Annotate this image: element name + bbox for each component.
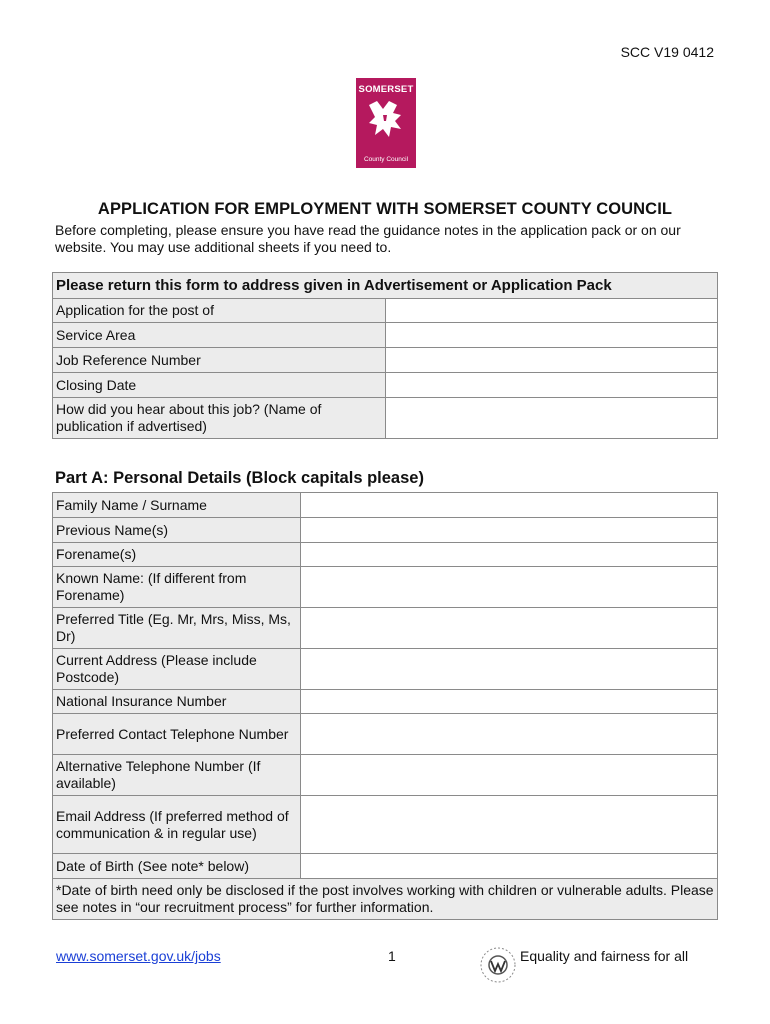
contact-phone-field[interactable] [301,714,718,755]
family-name-field[interactable] [301,493,718,518]
logo-top-text: SOMERSET [358,84,414,95]
field-label-closing-date: Closing Date [53,373,386,398]
current-address-field[interactable] [301,649,718,690]
ni-number-field[interactable] [301,690,718,714]
form-reference-code: SCC V19 0412 [620,44,714,60]
part-a-title: Part A: Personal Details (Block capitals please) [55,469,424,487]
field-label-alt-phone: Alternative Telephone Number (If available) [53,755,301,796]
equality-badge-icon [477,945,519,985]
footer-tagline: Equality and fairness for all [520,948,689,964]
job-reference-field[interactable] [385,348,718,373]
date-of-birth-field[interactable] [301,854,718,879]
field-label-service-area: Service Area [53,323,386,348]
field-label-family-name: Family Name / Surname [53,493,301,518]
return-details-table [52,272,718,439]
field-label-previous-names: Previous Name(s) [53,518,301,543]
intro-text: Before completing, please ensure you have read the guidance notes in the application pack or on our website. You may use additional sheets if you need to. [55,222,681,255]
post-applied-field[interactable] [385,299,718,323]
alt-phone-field[interactable] [301,755,718,796]
field-label-preferred-title: Preferred Title (Eg. Mr, Mrs, Miss, Ms, Dr) [53,608,301,649]
logo-bottom-text: County Council [363,156,409,163]
previous-names-field[interactable] [301,518,718,543]
preferred-title-field[interactable] [301,608,718,649]
field-label-post: Application for the post of [53,299,386,323]
field-label-forenames: Forename(s) [53,543,301,567]
email-field[interactable] [301,796,718,854]
service-area-field[interactable] [385,323,718,348]
field-label-known-name: Known Name: (If different from Forename) [53,567,301,608]
field-label-ni-number: National Insurance Number [53,690,301,714]
field-label-current-address: Current Address (Please include Postcode) [53,649,301,690]
somerset-county-council-logo [356,78,416,168]
page-title: APPLICATION FOR EMPLOYMENT WITH SOMERSET COUNTY COUNCIL [97,200,673,218]
wyvern-icon [363,95,409,145]
how-heard-field[interactable] [385,398,718,439]
date-of-birth-note: *Date of birth need only be disclosed if the post involves working with children or vulnerable adults. Please see notes in “our recruitment process” for further information. [53,879,718,920]
known-name-field[interactable] [301,567,718,608]
closing-date-field[interactable] [385,373,718,398]
jobs-website-link[interactable]: www.somerset.gov.uk/jobs [56,948,221,964]
field-label-how-heard: How did you hear about this job? (Name of publication if advertised) [53,398,386,439]
personal-details-table [52,492,718,920]
field-label-contact-phone: Preferred Contact Telephone Number [53,714,301,755]
forenames-field[interactable] [301,543,718,567]
field-label-email: Email Address (If preferred method of communication & in regular use) [53,796,301,854]
field-label-date-of-birth: Date of Birth (See note* below) [53,854,301,879]
return-address-header: Please return this form to address given in Advertisement or Application Pack [53,273,718,299]
page-number: 1 [388,948,396,964]
field-label-job-reference: Job Reference Number [53,348,386,373]
